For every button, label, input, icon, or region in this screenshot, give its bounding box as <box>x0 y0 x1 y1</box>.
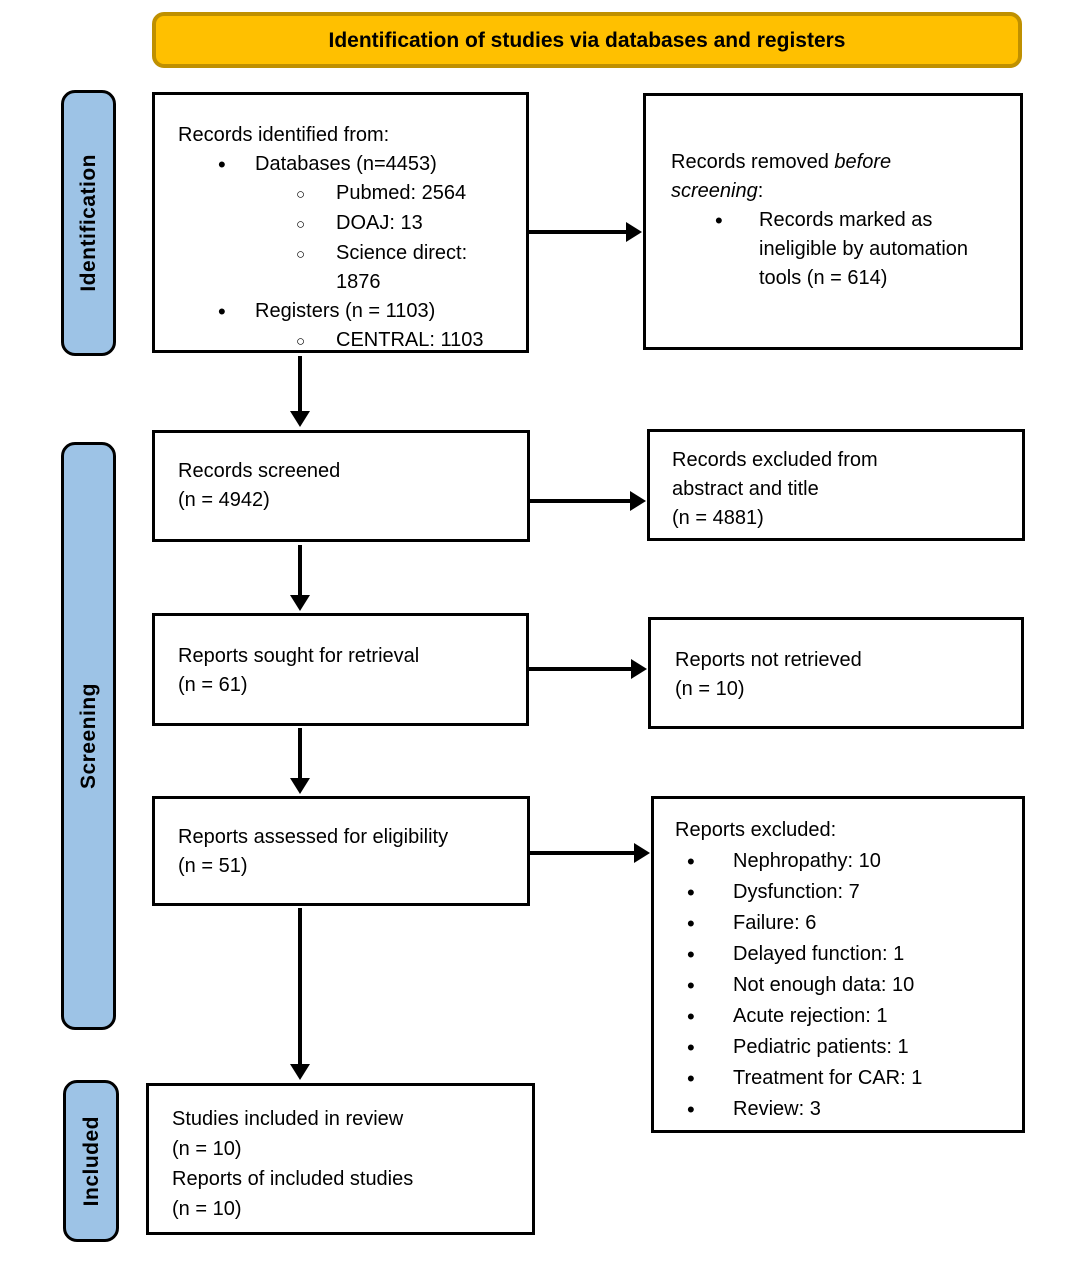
arrow-identified-to-removed <box>529 230 627 234</box>
list-item-label: Not enough data: 10 <box>733 974 915 996</box>
intro-text: Records removed <box>671 151 835 173</box>
stage-screening-label: Screening <box>77 682 100 790</box>
arrow-screened-to-excluded <box>530 499 631 503</box>
list-item <box>178 326 508 356</box>
list-item-label: Registers (n = 1103) <box>255 300 436 322</box>
intro-italic-text: before screening <box>671 151 892 202</box>
list-item-label: CENTRAL: 1103 <box>336 329 484 351</box>
box-reports-not-retrieved <box>648 617 1024 729</box>
box-records-screened <box>152 430 530 542</box>
box-text: Studies included in review <box>172 1108 404 1130</box>
box-count: (n = 10) <box>675 678 745 700</box>
list-item <box>178 179 508 209</box>
list-item <box>675 1032 1004 1063</box>
intro-text: : <box>757 180 764 202</box>
bullet-disc-icon: • <box>687 880 695 905</box>
list-item <box>178 297 508 326</box>
stage-included-label: Included <box>79 1115 103 1207</box>
list-item-label: Science direct: 1876 <box>336 242 468 293</box>
box-reports-sought <box>152 613 529 726</box>
box-count: (n = 51) <box>178 855 248 877</box>
bullet-circle-icon: ○ <box>296 216 306 233</box>
bullet-disc-icon: • <box>687 849 695 874</box>
box-text: Reports of included studies <box>172 1168 414 1190</box>
list-item-label: Nephropathy: 10 <box>733 850 881 872</box>
bullet-disc-icon: • <box>687 973 695 998</box>
bullet-disc-icon: • <box>687 1035 695 1060</box>
list-item-label: Pediatric patients: 1 <box>733 1036 909 1058</box>
arrow-sought-to-assessed <box>298 728 302 779</box>
list-item <box>675 939 1004 970</box>
bullet-disc-icon: • <box>218 152 226 177</box>
bullet-circle-icon: ○ <box>296 246 306 263</box>
box-records-excluded <box>647 429 1025 541</box>
list-item <box>178 150 508 179</box>
list-item <box>675 908 1004 939</box>
list-item-label: Pubmed: 2564 <box>336 182 467 204</box>
box-count: (n = 4942) <box>178 489 270 511</box>
list-item-label: Failure: 6 <box>733 912 817 934</box>
stage-identification-label: Identification <box>77 154 100 292</box>
list-item-label: Review: 3 <box>733 1098 821 1120</box>
bullet-disc-icon: • <box>687 1097 695 1122</box>
list-item-label: Databases (n=4453) <box>255 153 437 175</box>
stage-screening <box>61 442 116 1030</box>
list-item <box>675 1063 1004 1094</box>
diagram-title: Identification of studies via databases and registers <box>328 28 846 52</box>
arrow-identified-to-screened <box>298 356 302 412</box>
list-item <box>675 970 1004 1001</box>
list-item <box>675 1001 1004 1032</box>
list-item-label: Records marked as ineligible by automation tools (n = 614) <box>759 209 969 289</box>
box-count: (n = 10) <box>172 1138 242 1160</box>
records-removed-intro <box>671 148 966 206</box>
stage-identification <box>61 90 116 356</box>
box-count: (n = 61) <box>178 674 248 696</box>
reports-excluded-intro: Reports excluded: <box>675 819 837 841</box>
list-item-label: Treatment for CAR: 1 <box>733 1067 923 1089</box>
bullet-disc-icon: • <box>687 911 695 936</box>
stage-included <box>63 1080 119 1242</box>
records-identified-intro: Records identified from: <box>178 124 390 146</box>
list-item <box>675 846 1004 877</box>
bullet-disc-icon: • <box>715 208 723 233</box>
box-records-identified <box>152 92 529 353</box>
bullet-circle-icon: ○ <box>296 333 306 350</box>
list-item <box>675 877 1004 908</box>
bullet-disc-icon: • <box>218 299 226 324</box>
box-reports-excluded <box>651 796 1025 1133</box>
box-studies-included <box>146 1083 535 1235</box>
list-item <box>178 239 508 297</box>
box-text: Reports assessed for eligibility <box>178 826 449 848</box>
arrow-assessed-to-reports-excluded <box>530 851 635 855</box>
box-count: (n = 10) <box>172 1198 242 1220</box>
box-text: Reports not retrieved <box>675 649 862 671</box>
bullet-disc-icon: • <box>687 942 695 967</box>
arrow-screened-to-sought <box>298 545 302 596</box>
box-text: Records excluded from abstract and title <box>672 449 878 500</box>
box-records-removed <box>643 93 1023 350</box>
arrow-assessed-to-included <box>298 908 302 1065</box>
list-item-label: DOAJ: 13 <box>336 212 423 234</box>
bullet-disc-icon: • <box>687 1004 695 1029</box>
list-item-label: Acute rejection: 1 <box>733 1005 888 1027</box>
box-count: (n = 4881) <box>672 507 764 529</box>
box-text: Reports sought for retrieval <box>178 645 420 667</box>
box-text: Records screened <box>178 460 341 482</box>
box-reports-assessed <box>152 796 530 906</box>
list-item <box>675 1094 1004 1125</box>
list-item-label: Dysfunction: 7 <box>733 881 860 903</box>
arrow-sought-to-not-retrieved <box>529 667 632 671</box>
list-item <box>178 209 508 239</box>
bullet-circle-icon: ○ <box>296 186 306 203</box>
title-banner <box>152 12 1022 68</box>
list-item <box>671 206 1002 293</box>
bullet-disc-icon: • <box>687 1066 695 1091</box>
list-item-label: Delayed function: 1 <box>733 943 905 965</box>
